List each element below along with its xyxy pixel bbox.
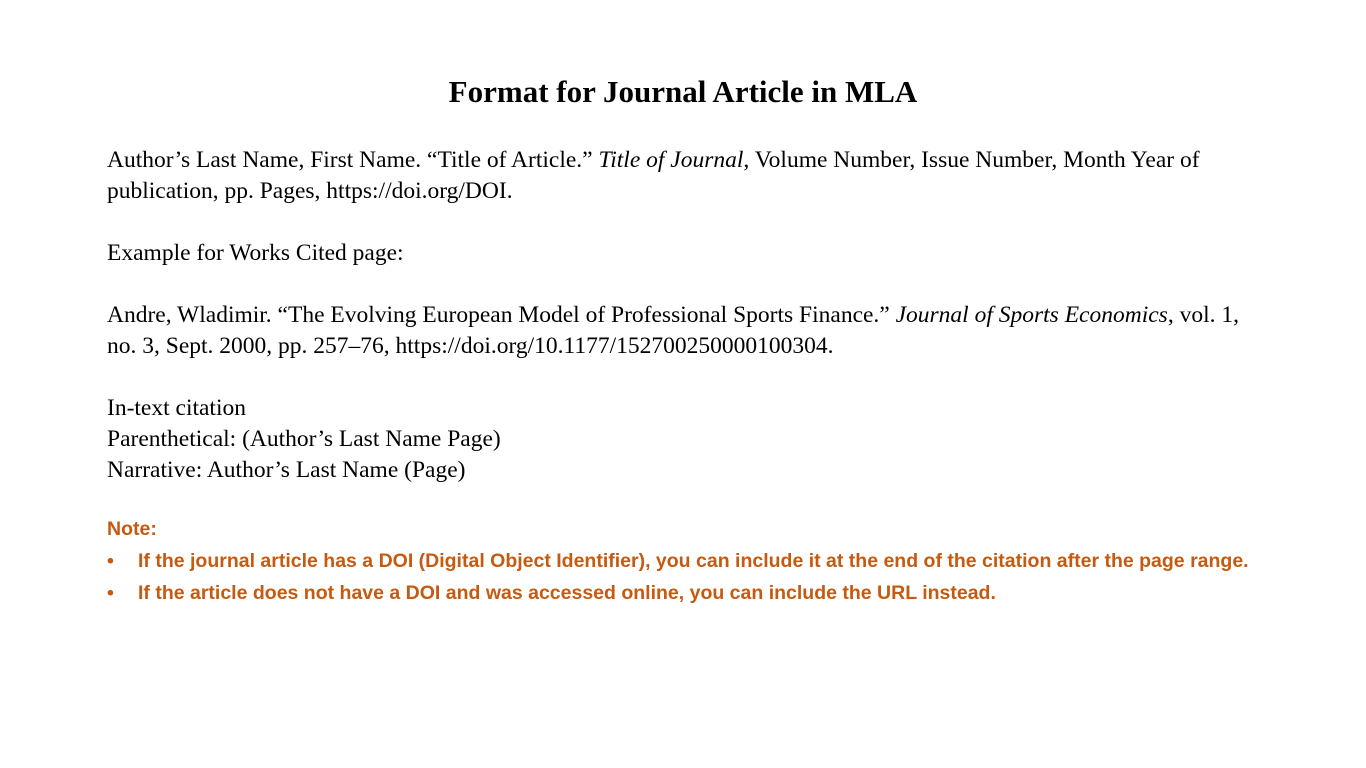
bullet-icon: • [107, 582, 114, 604]
example-citation [107, 300, 1267, 362]
note-section [107, 515, 1287, 610]
note-heading: Note: [107, 518, 157, 540]
example-label: Example for Works Cited page: [107, 240, 404, 266]
intext-parenthetical: Parenthetical: (Author’s Last Name Page) [107, 426, 501, 452]
note-bullet-text: If the journal article has a DOI (Digital Object Identifier), you can include it at the end of the citation after the page range. [138, 550, 1249, 572]
slide-body [107, 145, 1267, 486]
page-title: Format for Journal Article in MLA [448, 74, 918, 109]
intext-heading: In-text citation [107, 395, 246, 421]
format-paragraph [107, 145, 1267, 207]
format-text-part-1: Author’s Last Name, First Name. “Title of Article.” [107, 147, 599, 173]
spacer-2 [107, 269, 1267, 300]
format-journal-title-italic: Title of Journal [598, 147, 744, 173]
list-item [107, 546, 1287, 576]
list-item [107, 578, 1287, 608]
example-text-part-1: Andre, Wladimir. “The Evolving European Model of Professional Sports Finance.” [107, 302, 896, 328]
bullet-icon: • [107, 550, 114, 572]
example-journal-title-italic: Journal of Sports Economics [895, 302, 1168, 328]
spacer-1 [107, 207, 1267, 238]
intext-narrative: Narrative: Author’s Last Name (Page) [107, 457, 466, 483]
example-text-part-2: , vol. 1, no. 3, Sept. 2000, pp. 257–76, https://doi.org/10.1177/152700250000100304. [107, 302, 1239, 359]
note-bullet-text: If the article does not have a DOI and was accessed online, you can include the URL instead. [138, 582, 996, 604]
format-text-part-2: , Volume Number, Issue Number, Month Year of publication, pp. Pages, https://doi.org/DOI. [107, 147, 1200, 204]
spacer-3 [107, 362, 1267, 393]
